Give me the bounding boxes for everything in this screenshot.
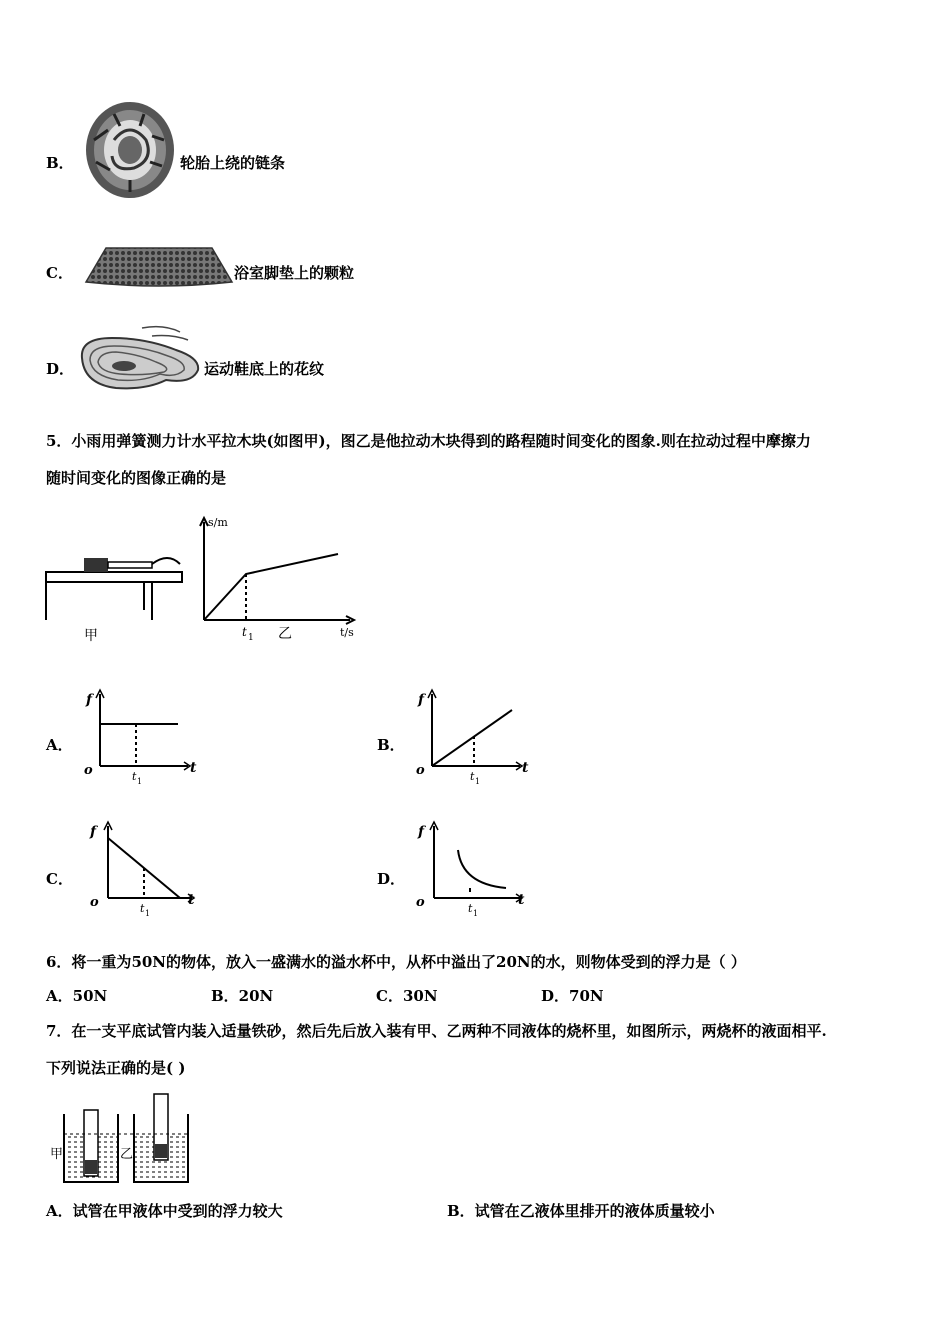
q5-option-a-f: f xyxy=(86,692,93,708)
q7-stem-line1: 7．在一支平底试管内装入适量铁砂，然后先后放入装有甲、乙两种不同液体的烧杯里，如图所示，两烧杯的液面相平. xyxy=(46,1022,827,1040)
q5-option-d-t1-sub: 1 xyxy=(473,909,479,918)
q6-option-b: B．20N xyxy=(211,987,274,1005)
graph-yi-y-label: s/m xyxy=(208,516,228,529)
q4-option-c-text: 浴室脚垫上的颗粒 xyxy=(234,264,355,282)
figure-jia-label: 甲 xyxy=(84,628,98,644)
graph-yi-line xyxy=(204,554,338,620)
q5-option-d-f: f xyxy=(418,824,425,840)
q5-option-b-o: o xyxy=(416,763,425,778)
q5-stem-line1: 5．小雨用弹簧测力计水平拉木块(如图甲)，图乙是他拉动木块得到的路程随时间变化的图象.则在拉动过程中摩擦力 xyxy=(46,432,811,450)
q5-option-c-f: f xyxy=(90,824,97,840)
q5-option-b-letter: B． xyxy=(377,736,405,754)
graph-yi-label: 乙 xyxy=(278,626,292,642)
q5-option-d-curve xyxy=(458,850,506,888)
shoe-sole-image xyxy=(76,322,206,392)
q5-option-a-t: t xyxy=(190,760,197,776)
graph-yi-t1-sub: 1 xyxy=(248,633,254,642)
q6-option-a: A．50N xyxy=(46,987,108,1005)
q6-stem: 6．将一重为50N的物体，放入一盛满水的溢水杯中，从杯中溢出了20N的水，则物体受到的浮力是（ ） xyxy=(46,953,746,971)
q5-option-d-letter: D． xyxy=(377,870,406,888)
q7-option-b: B．试管在乙液体里排开的液体质量较小 xyxy=(447,1202,715,1220)
q5-option-c-t1: t xyxy=(140,902,145,915)
q6-option-c: C．30N xyxy=(376,987,438,1005)
q5-option-b-t1: t xyxy=(470,770,475,783)
figure-beakers-test-tube xyxy=(50,1090,200,1186)
q5-option-d-t: t xyxy=(518,892,525,908)
beaker-yi-label: 乙 xyxy=(120,1147,134,1162)
q7-stem-line2: 下列说法正确的是( ) xyxy=(46,1059,186,1077)
q5-option-c-letter: C． xyxy=(46,870,73,888)
q4-option-b-text: 轮胎上绕的链条 xyxy=(180,154,286,172)
graph-yi-distance-time xyxy=(190,512,360,642)
bath-mat-image xyxy=(84,244,234,290)
tire-chain-image xyxy=(84,100,176,200)
q5-option-d-t1: t xyxy=(468,902,473,915)
q5-option-b-graph xyxy=(412,686,532,786)
q5-option-a-t1-sub: 1 xyxy=(137,777,143,786)
q6-option-d: D．70N xyxy=(541,987,604,1005)
q7-option-a: A．试管在甲液体中受到的浮力较大 xyxy=(46,1202,283,1220)
q4-option-d-letter: D． xyxy=(46,360,75,378)
q5-option-d-graph xyxy=(410,818,532,922)
q5-option-c-t: t xyxy=(188,892,195,908)
q5-option-b-t1-sub: 1 xyxy=(475,777,481,786)
q5-option-a-t1: t xyxy=(132,770,137,783)
q5-option-c-t1-sub: 1 xyxy=(145,909,151,918)
beaker-jia-label: 甲 xyxy=(50,1147,64,1162)
q4-option-d-text: 运动鞋底上的花纹 xyxy=(204,360,325,378)
q4-option-c-letter: C． xyxy=(46,264,73,282)
figure-jia-spring-scale xyxy=(44,550,184,650)
q5-option-a-o: o xyxy=(84,763,93,778)
graph-yi-t1: t xyxy=(242,625,247,639)
q5-stem-line2: 随时间变化的图像正确的是 xyxy=(46,469,227,487)
q5-option-c-o: o xyxy=(90,895,99,910)
q5-option-a-graph xyxy=(80,686,200,786)
q5-option-c-graph xyxy=(80,818,200,922)
q5-option-b-f: f xyxy=(418,692,425,708)
q4-option-b-letter: B． xyxy=(46,154,74,172)
q5-option-b-t: t xyxy=(522,760,529,776)
q5-option-a-letter: A． xyxy=(46,736,73,754)
q5-option-d-o: o xyxy=(416,895,425,910)
q5-option-b-line xyxy=(432,710,512,766)
graph-yi-x-label: t/s xyxy=(340,626,354,639)
